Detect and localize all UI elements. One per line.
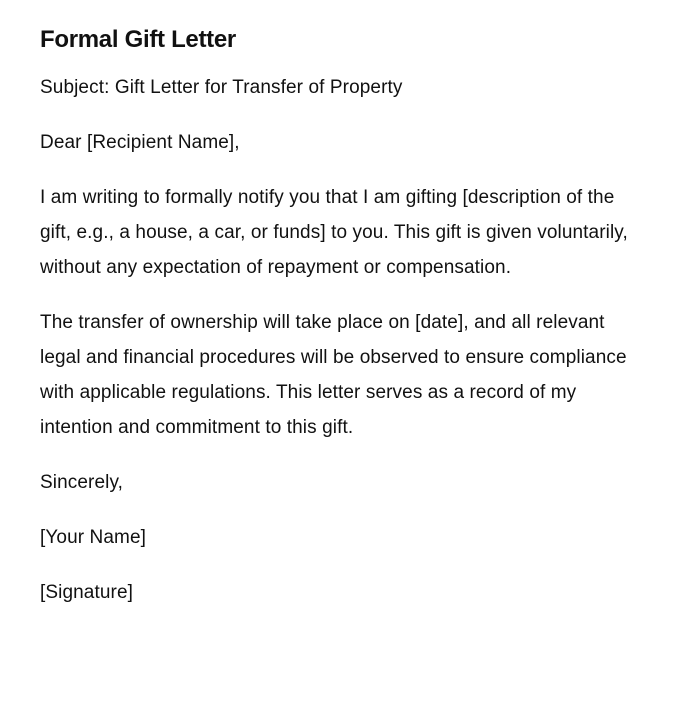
- letter-paragraph-1: I am writing to formally notify you that I am gifting [description of the gift, e.g., a house, a car, or funds] to you. This gift is given voluntarily, without any expectation of repayment or compensation.: [40, 187, 628, 278]
- letter-sender-name: [Your Name]: [40, 527, 147, 548]
- letter-title: Formal Gift Letter: [40, 26, 236, 53]
- letter-signature: [Signature]: [40, 582, 133, 603]
- letter-closing: Sincerely,: [40, 472, 124, 493]
- letter-salutation: Dear [Recipient Name],: [40, 132, 240, 153]
- letter-paragraph-2: The transfer of ownership will take place on [date], and all relevant legal and financial procedures will be observed to ensure compliance with applicable regulations. This letter serves as a record of my intention and commitment to this gift.: [40, 312, 627, 438]
- letter-document: [40, 24, 650, 630]
- letter-subject: Subject: Gift Letter for Transfer of Property: [40, 77, 403, 98]
